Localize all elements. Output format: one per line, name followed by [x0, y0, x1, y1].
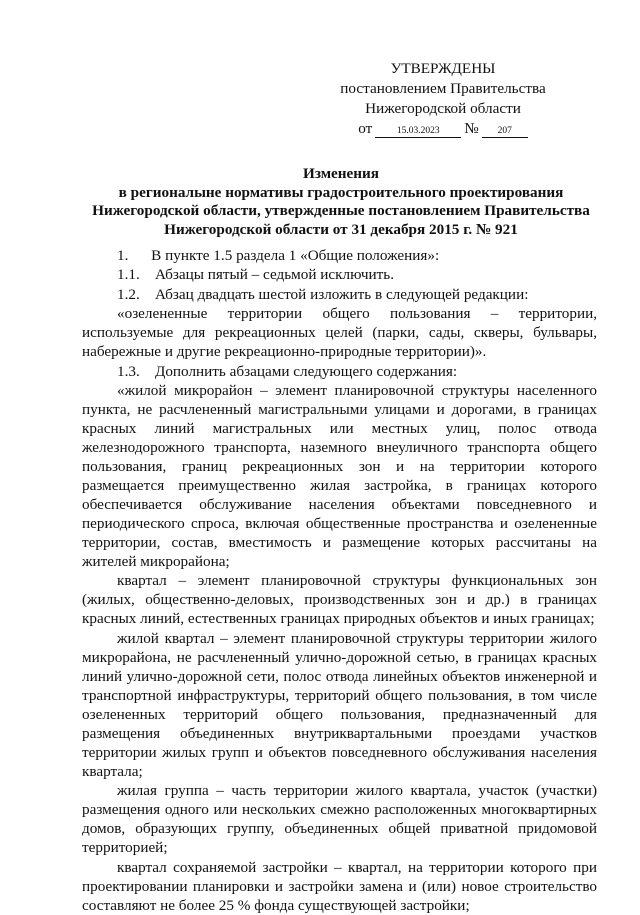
- title-line-3: Нижегородской области, утвержденные постановлением Правительства: [92, 202, 590, 220]
- approval-number: 207: [482, 125, 528, 138]
- document-body: [82, 246, 597, 915]
- paragraph-residential-group: жилая группа – часть территории жилого квартала, участок (участки) размещения одного или нескольких смежно расположенных многоквартирных домов, образующих группу, объединенных общей приватной придомовой территорией;: [82, 782, 597, 857]
- title-line-4: Нижегородской области от 31 декабря 2015 г. № 921: [164, 220, 518, 238]
- approval-date-line: [338, 119, 548, 139]
- paragraph-preserved-quarter: квартал сохраняемой застройки – квартал, на территории которого при проектировании планировки и застройки замена и (или) новое строительство составляют не более 25 % фонда существующей застройки;: [82, 858, 597, 914]
- approval-heading: УТВЕРЖДЕНЫ: [390, 60, 496, 77]
- paragraph-residential-quarter: жилой квартал – элемент планировочной структуры территории жилого микрорайона, не расчлененный улично-дорожной сетью, в границах красных линий улично-дорожной сети, полос отвода линейных объектов инженерной и транспортной инфраструктуры, территорий общего пользования, в том числе озелененных территорий общего пользования, предназначенный для размещения объединенных внутриквартальными проездами участков территории жилых групп и объектов повседневного обслуживания населения квартала;: [82, 629, 597, 780]
- from-label: от: [358, 120, 373, 137]
- paragraph-1-3: 1.3. Дополнить абзацами следующего содержания:: [117, 362, 458, 380]
- approval-line-1: постановлением Правительства: [340, 80, 546, 97]
- title-line-1: Изменения: [303, 165, 379, 182]
- document-title: [50, 165, 632, 239]
- approval-stamp: [338, 59, 548, 139]
- paragraph-1-1: 1.1. Абзацы пятый – седьмой исключить.: [117, 266, 395, 284]
- paragraph-microdistrict: «жилой микрорайон – элемент планировочной структуры населенного пункта, не расчлененный магистральными улицами и дорогами, в границах красных линий магистральных или местных улиц, полос отвода железнодорожного транспорта, наземного внеуличного транспорта общего пользования, границ рекреационных зон и на территории которого размещается преимущественно жилая застройка, в границах которого обеспечивается обслуживание населения объектами повседневного и периодического спроса, включая общественные пространства и озелененные территории, состав, вместимость и размещение которых рассчитаны на жителей микрорайона;: [82, 381, 597, 570]
- number-label: №: [464, 120, 479, 137]
- approval-date: 15.03.2023: [375, 125, 461, 138]
- paragraph-1: 1. В пункте 1.5 раздела 1 «Общие положения»:: [117, 247, 440, 264]
- title-line-2: в регионалыне нормативы градостроительного проектирования: [118, 183, 564, 201]
- paragraph-green-territories: «озелененные территории общего пользования – территории, используемые для рекреационных целей (парки, сады, скверы, бульвары, набережные и другие рекреационно-природные территории)».: [82, 305, 597, 361]
- approval-line-2: Нижегородской области: [365, 100, 521, 117]
- paragraph-quarter: квартал – элемент планировочной структуры функциональных зон (жилых, общественно-деловых, производственных зон и др.) в границах красных линий, естественных границах природных объектов и иных границах;: [82, 572, 597, 628]
- paragraph-1-2: 1.2. Абзац двадцать шестой изложить в следующей редакции:: [117, 285, 529, 303]
